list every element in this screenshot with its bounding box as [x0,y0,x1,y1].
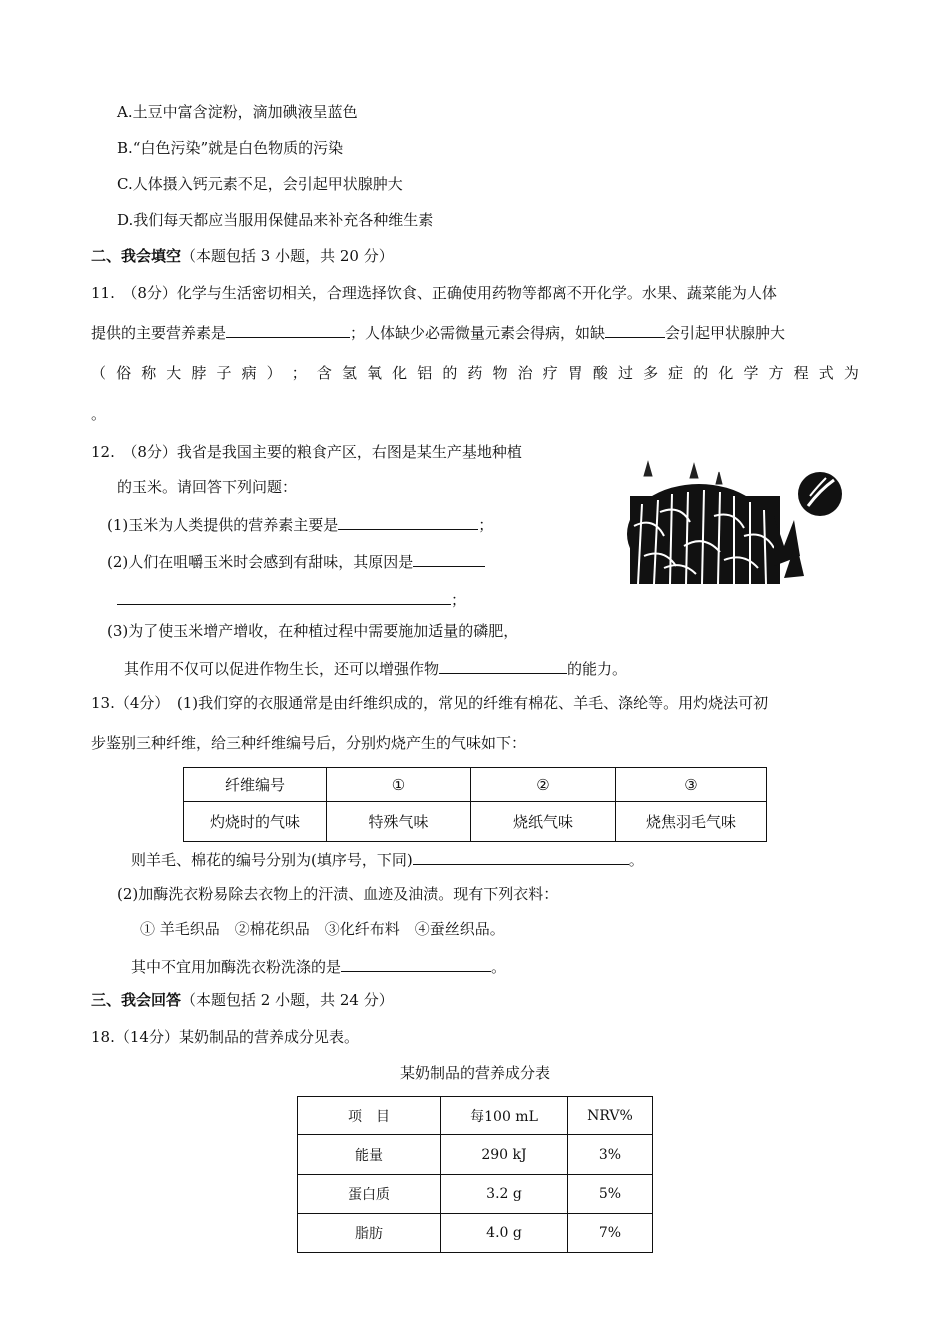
option-c: C.人体摄入钙元素不足，会引起甲状腺肿大 [117,175,403,193]
q13-line2: 步鉴别三种纤维，给三种纤维编号后，分别灼烧产生的气味如下： [91,734,527,752]
section2-title: 二、我会填空 [91,247,182,265]
q11-char: 式 [818,364,834,382]
q12-blank-3[interactable] [117,588,451,605]
nutrition-table [297,1096,653,1253]
q11-char: 化 [718,364,734,382]
q13-blank-1[interactable] [413,848,629,865]
q12-p1-text: (1)玉米为人类提供的营养素主要是 [107,516,339,534]
fiber-table-header-row [184,768,767,802]
nutrition-cell: 脂肪 [298,1214,441,1253]
nutrition-row [298,1135,653,1175]
nutrition-row [298,1214,653,1253]
nutrition-cell: 3.2 g [441,1175,568,1214]
q11-char: 铝 [417,364,433,382]
fiber-table-row [184,802,767,842]
q13-blank-2[interactable] [341,955,491,972]
corn-field-image [624,456,844,596]
q13-q-text: 其中不宜用加酶洗衣粉洗涤的是 [131,958,342,976]
q11-line2 [91,321,785,343]
nutrition-cell: 290 kJ [441,1135,568,1175]
fiber-cell: 烧纸气味 [471,802,616,842]
q11-char: 的 [693,364,709,382]
section2-heading [91,246,394,266]
q13-ans-end: 。 [628,851,644,869]
nutrition-cell: 7% [568,1214,653,1253]
q11-char: 酸 [592,364,608,382]
q11-text-c: 会引起甲状腺肿大 [665,324,786,342]
q11-blank-1[interactable] [226,321,350,338]
q11-char: 胃 [567,364,583,382]
nutrition-cell: 能量 [298,1135,441,1175]
section2-note: （本题包括 3 小题，共 20 分） [181,247,394,265]
fiber-table [183,767,767,842]
q11-blank-2[interactable] [605,321,665,338]
q12-line1: 12. （8分）我省是我国主要的粮食产区，右图是某生产基地种植 [91,443,522,461]
q12-blank-4[interactable] [439,657,567,674]
q12-part2-cont [117,588,466,610]
q11-char: 俗 [116,364,132,382]
section3-heading [91,990,394,1010]
q12-part2 [107,550,485,572]
q11-char: ； [291,364,307,382]
q11-char: 脖 [191,364,207,382]
q13-q-end: 。 [491,958,507,976]
q11-char: 大 [166,364,182,382]
q13-line1: 13.（4分） (1)我们穿的衣服通常是由纤维织成的，常见的纤维有棉花、羊毛、涤纶等。用灼烧法可初 [91,694,769,712]
q11-char: 疗 [542,364,558,382]
option-b: B.“白色污染”就是白色物质的污染 [117,139,344,157]
q11-text-a: 提供的主要营养素是 [91,324,227,342]
q11-char: 药 [467,364,483,382]
q13-answer-line [131,848,644,870]
q11-char: （ [91,364,107,382]
fiber-header-cell: 纤维编号 [184,768,327,802]
nutrition-cell: 4.0 g [441,1214,568,1253]
q18-line1: 18.（14分）某奶制品的营养成分见表。 [91,1028,359,1046]
fiber-header-cell: ② [471,768,616,802]
q13-part2: (2)加酶洗衣粉易除去衣物上的汗渍、血迹及油渍。现有下列衣料： [117,885,559,903]
option-d: D.我们每天都应当服用保健品来补充各种维生素 [117,211,434,229]
nutrition-cell: 3% [568,1135,653,1175]
q18-table-caption: 某奶制品的营养成分表 [399,1064,550,1082]
q12-p2-end: ； [451,591,467,609]
q11-char: 化 [392,364,408,382]
fiber-header-cell: ① [327,768,471,802]
q11-char: 子 [216,364,232,382]
q11-text-b: ；人体缺少必需微量元素会得病，如缺 [350,324,606,342]
q11-char: 物 [492,364,508,382]
fiber-cell: 烧焦羽毛气味 [616,802,767,842]
section3-note: （本题包括 2 小题，共 24 分） [181,991,394,1009]
q13-ans-text: 则羊毛、棉花的编号分别为(填序号，下同) [131,851,413,869]
q12-blank-1[interactable] [338,513,478,530]
q11-line3 [91,363,859,383]
q12-p1-end: ； [478,516,494,534]
q11-char: ） [266,364,282,382]
nutrition-header-cell: NRV% [568,1097,653,1135]
nutrition-cell: 蛋白质 [298,1175,441,1214]
q11-char: 病 [241,364,257,382]
nutrition-row [298,1175,653,1214]
q11-char: 症 [668,364,684,382]
q12-blank-2[interactable] [413,550,485,567]
nutrition-header-cell: 项 目 [298,1097,441,1135]
q12-line2: 的玉米。请回答下列问题： [117,478,298,496]
q13-question-line [131,955,506,977]
q11-char: 称 [141,364,157,382]
q11-char: 过 [617,364,633,382]
nutrition-header-row [298,1097,653,1135]
q11-char: 氢 [341,364,357,382]
q11-char: 程 [793,364,809,382]
q12-p3-text: 其作用不仅可以促进作物生长，还可以增强作物 [124,660,440,678]
q13-items: ① 羊毛织品 ②棉花织品 ③化纤布料 ④蚕丝织品。 [140,920,505,938]
q12-p3-end: 的能力。 [567,660,628,678]
fiber-cell: 特殊气味 [327,802,471,842]
q11-line4: 。 [91,405,107,423]
q12-p2-text: (2)人们在咀嚼玉米时会感到有甜味，其原因是 [107,553,414,571]
q12-part3: (3)为了使玉米增产增收，在种植过程中需要施加适量的磷肥， [107,622,519,640]
q11-char: 氧 [367,364,383,382]
section3-title: 三、我会回答 [91,991,182,1009]
nutrition-header-cell: 每100 mL [441,1097,568,1135]
q11-char: 方 [768,364,784,382]
fiber-cell: 灼烧时的气味 [184,802,327,842]
q11-char: 学 [743,364,759,382]
q11-char: 治 [517,364,533,382]
q11-char: 含 [316,364,332,382]
fiber-header-cell: ③ [616,768,767,802]
option-a: A.土豆中富含淀粉，滴加碘液呈蓝色 [117,103,358,121]
q11-char: 的 [442,364,458,382]
q12-part1 [107,513,493,535]
q11-line1: 11. （8分）化学与生活密切相关，合理选择饮食、正确使用药物等都离不开化学。水果、蔬菜能为人体 [91,284,777,302]
q12-part3-cont [124,657,627,679]
q11-char: 为 [843,364,859,382]
nutrition-cell: 5% [568,1175,653,1214]
q11-char: 多 [643,364,659,382]
